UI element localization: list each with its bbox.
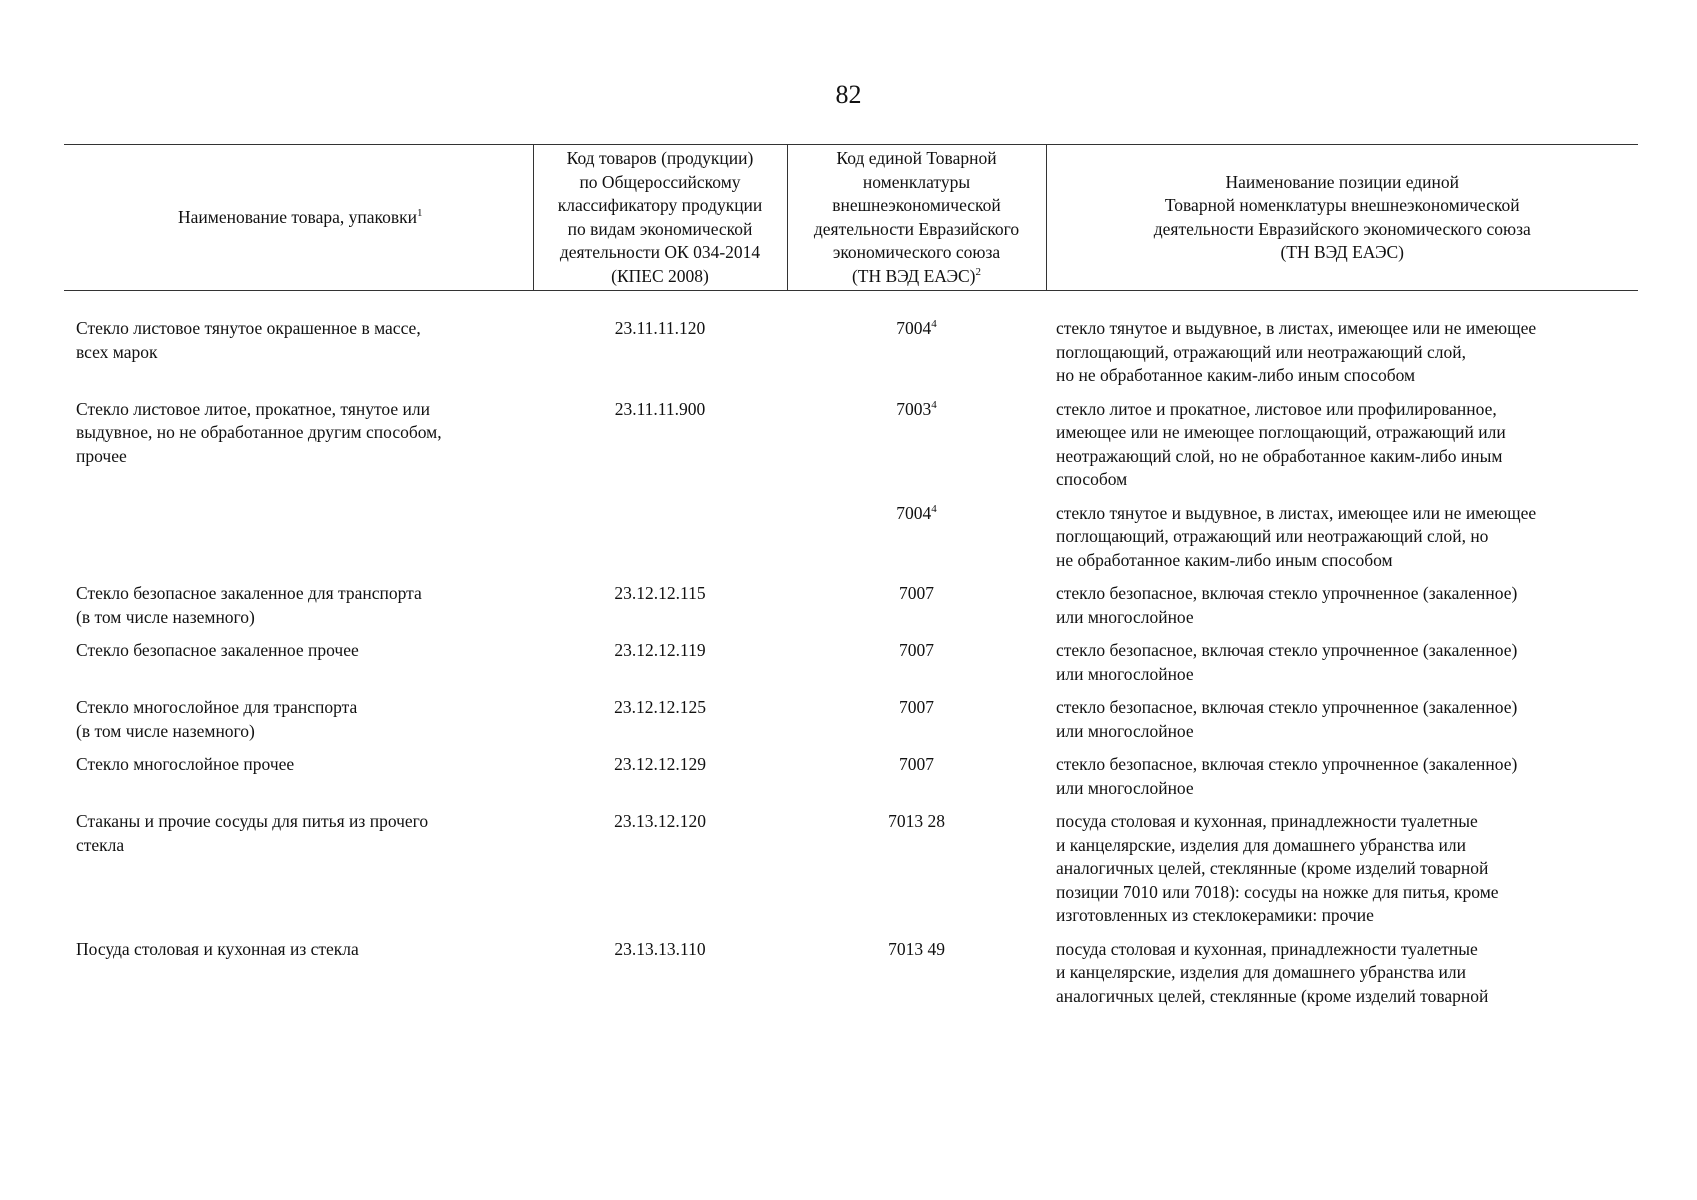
tnved-description-cell: стекло безопасное, включая стекло упрочненное (закаленное) или многослойное xyxy=(1056,583,1518,627)
tnved-code: 7004 xyxy=(896,318,932,338)
okpd-code-cell: 23.12.12.125 xyxy=(614,697,706,717)
table-row xyxy=(64,938,1638,1009)
table-row xyxy=(64,398,1638,502)
okpd-code-cell: 23.12.12.119 xyxy=(614,640,706,660)
okpd-code-cell: 23.13.13.110 xyxy=(614,938,706,959)
tnved-code: 7007 xyxy=(899,640,934,660)
header-tnved-position-text: Наименование позиции единой Товарной номенклатуры внешнеэкономической деятельности Евразийского экономического союза (ТН ВЭД ЕАЭС) xyxy=(1153,171,1531,262)
goods-name-cell: Стекло листовое литое, прокатное, тянутое или выдувное, но не обработанное другим способом, прочее xyxy=(76,398,442,466)
tnved-footnote: 4 xyxy=(931,502,937,515)
tnved-code-cell xyxy=(787,810,1046,938)
tnved-code: 7007 xyxy=(899,583,934,603)
tnved-description-cell: посуда столовая и кухонная, принадлежности туалетные и канцелярские, изделия для домашнего убранства или аналогичных целей, стеклянные (кроме изделий товарной xyxy=(1056,938,1489,1006)
tnved-code-cell xyxy=(787,639,1046,696)
tnved-description-cell: стекло безопасное, включая стекло упрочненное (закаленное) или многослойное xyxy=(1056,754,1518,798)
header-goods-name-footnote: 1 xyxy=(417,206,423,219)
table-row xyxy=(64,582,1638,639)
tnved-code: 7013 28 xyxy=(888,811,945,831)
goods-name-cell: Стаканы и прочие сосуды для питья из прочего стекла xyxy=(76,811,429,855)
tnved-code: 7007 xyxy=(899,754,934,774)
okpd-code-cell: 23.12.12.129 xyxy=(614,754,706,774)
header-goods-name-text: Наименование товара, упаковки xyxy=(177,206,417,227)
tnved-code-cell xyxy=(787,398,1046,502)
tnved-footnote: 4 xyxy=(931,318,937,331)
table-row xyxy=(64,639,1638,696)
goods-name-cell: Посуда столовая и кухонная из стекла xyxy=(76,938,359,959)
tnved-description-cell: стекло безопасное, включая стекло упрочненное (закаленное) или многослойное xyxy=(1056,640,1518,684)
tnved-description-cell: посуда столовая и кухонная, принадлежности туалетные и канцелярские, изделия для домашнего убранства или аналогичных целей, стеклянные (кроме изделий товарной позиции 7010 или 7018): сосуды на ножке для питья, кроме изготовленных из стеклокерамики: прочие xyxy=(1056,811,1499,925)
okpd-code-cell: 23.11.11.120 xyxy=(614,318,706,338)
okpd-code-cell: 23.11.11.900 xyxy=(614,398,706,419)
header-goods-name xyxy=(64,145,533,291)
tnved-code-cell xyxy=(787,502,1046,583)
table-row xyxy=(64,291,1638,398)
goods-name-cell: Стекло безопасное закаленное для транспорта (в том числе наземного) xyxy=(76,583,422,627)
table-body xyxy=(64,291,1638,1009)
tnved-code-cell xyxy=(787,938,1046,1009)
tnved-description-cell: стекло литое и прокатное, листовое или профилированное, имеющее или не имеющее поглощающий, отражающий или неотражающий слой, но не обработанное каким-либо иным способом xyxy=(1056,398,1506,489)
table-row xyxy=(64,810,1638,938)
goods-name-cell: Стекло безопасное закаленное прочее xyxy=(76,640,359,660)
header-okpd-code-text: Код товаров (продукции) по Общероссийскому классификатору продукции по видам экономической деятельности ОК 034-2014 (КПЕС 2008) xyxy=(557,148,763,286)
tnved-description-cell: стекло тянутое и выдувное, в листах, имеющее или не имеющее поглощающий, отражающий или неотражающий слой, но не обработанное каким-либо иным способом xyxy=(1056,502,1537,570)
table-row xyxy=(64,753,1638,810)
tnved-description-cell: стекло тянутое и выдувное, в листах, имеющее или не имеющее поглощающий, отражающий или неотражающий слой, но не обработанное каким-либо иным способом xyxy=(1056,318,1537,385)
header-tnved-code xyxy=(787,145,1046,291)
tnved-footnote: 4 xyxy=(931,398,937,411)
tnved-code-cell xyxy=(787,753,1046,810)
tnved-code: 7007 xyxy=(899,697,934,717)
tnved-code-cell xyxy=(787,291,1046,398)
page-number: 82 xyxy=(835,80,862,109)
okpd-code-cell: 23.12.12.115 xyxy=(614,583,706,603)
okpd-code-cell xyxy=(533,502,787,583)
tnved-code-cell xyxy=(787,582,1046,639)
goods-classification-table xyxy=(64,144,1638,1008)
goods-name-cell: Стекло листовое тянутое окрашенное в массе, всех марок xyxy=(76,318,421,362)
table-row xyxy=(64,696,1638,753)
tnved-description-cell: стекло безопасное, включая стекло упрочненное (закаленное) или многослойное xyxy=(1056,697,1518,741)
tnved-code-cell xyxy=(787,696,1046,753)
goods-name-cell xyxy=(64,502,533,583)
tnved-code: 7013 49 xyxy=(888,938,945,959)
table-row xyxy=(64,502,1638,583)
goods-name-cell: Стекло многослойное прочее xyxy=(76,754,295,774)
goods-name-cell: Стекло многослойное для транспорта (в том числе наземного) xyxy=(76,697,358,741)
tnved-code: 7003 xyxy=(896,398,932,419)
header-okpd-code xyxy=(533,145,787,291)
header-tnved-code-footnote: 2 xyxy=(975,265,982,278)
header-tnved-position xyxy=(1046,145,1638,291)
table-header xyxy=(64,145,1638,291)
header-tnved-code-text: Код единой Товарной номенклатуры внешнеэкономической деятельности Евразийского экономического союза (ТН ВЭД ЕАЭС) xyxy=(813,148,1020,286)
tnved-code: 7004 xyxy=(896,502,932,523)
okpd-code-cell: 23.13.12.120 xyxy=(614,811,706,831)
